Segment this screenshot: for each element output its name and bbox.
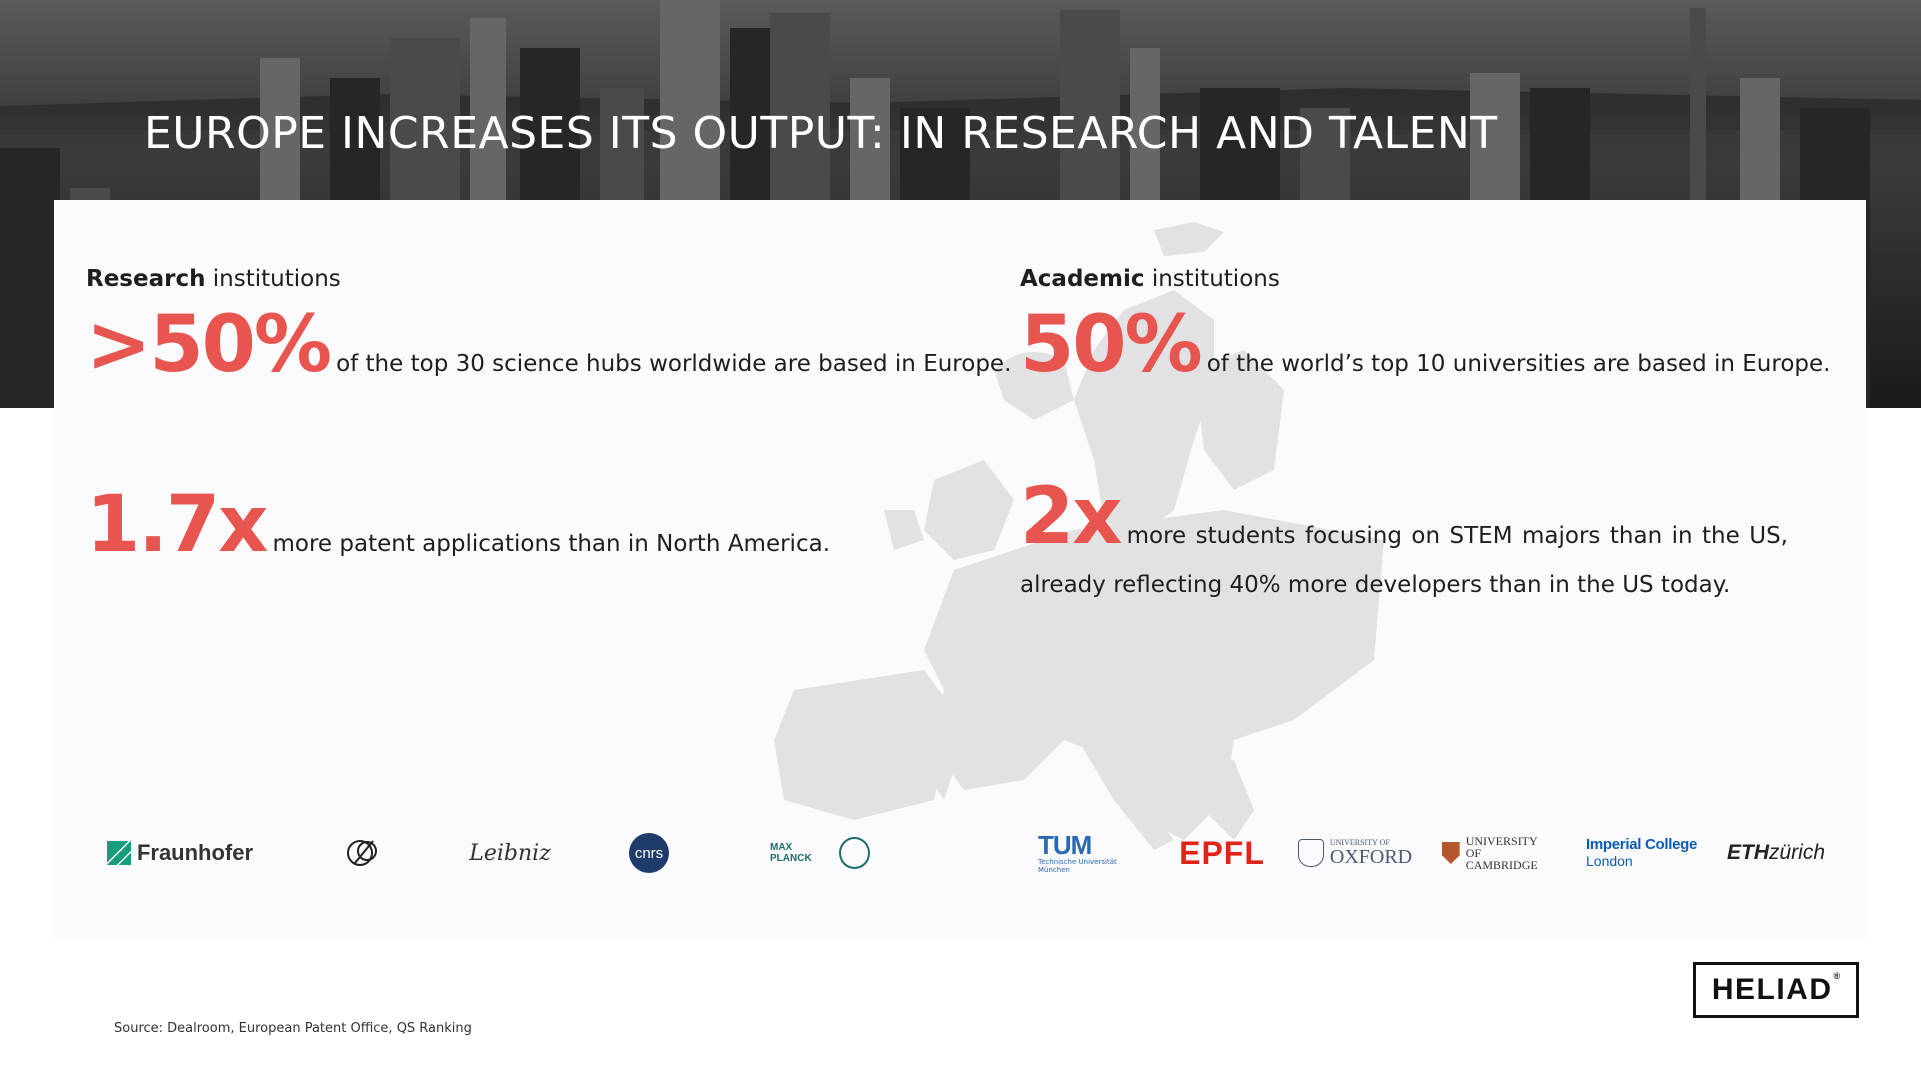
stat-text: more students focusing on STEM majors than in the US, already reflecting 40% more developers than in the US today. bbox=[1020, 523, 1788, 598]
tum-subtitle: Technische Universität München bbox=[1038, 858, 1117, 874]
stat-value: 1.7x bbox=[86, 480, 267, 570]
max-planck-text: MAX PLANCK bbox=[770, 842, 812, 864]
cambridge-top: UNIVERSITY OF bbox=[1465, 834, 1538, 860]
stat-value: 2x bbox=[1020, 472, 1121, 562]
max-planck-logo bbox=[770, 828, 870, 878]
stat-patents bbox=[86, 480, 830, 570]
stat-stem bbox=[1020, 472, 1788, 610]
imperial-name: Imperial College bbox=[1586, 836, 1698, 853]
tum-logo bbox=[1038, 828, 1148, 878]
leibniz-logo bbox=[470, 828, 550, 878]
cern-icon bbox=[343, 833, 383, 873]
oxford-top: UNIVERSITY OF bbox=[1329, 838, 1390, 847]
cambridge-name: CAMBRIDGE bbox=[1465, 858, 1538, 872]
heliad-name: HELIAD bbox=[1711, 973, 1833, 1006]
epfl-logo bbox=[1174, 828, 1270, 878]
cnrs-disc: cnrs bbox=[629, 833, 669, 873]
eth-bold: ETH bbox=[1726, 841, 1769, 864]
stat-science-hubs bbox=[86, 300, 1011, 390]
fraunhofer-text: Fraunhofer bbox=[136, 840, 254, 865]
imperial-city: London bbox=[1586, 853, 1633, 869]
epfl-text: EPFL bbox=[1179, 834, 1265, 871]
research-heading-bold: Research bbox=[86, 266, 206, 292]
oxford-name: OXFORD bbox=[1329, 846, 1413, 868]
max-planck-seal-icon bbox=[839, 837, 870, 869]
registered-mark: ® bbox=[1833, 971, 1841, 981]
oxford-logo bbox=[1296, 828, 1414, 878]
stat-text: of the world’s top 10 universities are based in Europe. bbox=[1206, 351, 1831, 377]
stat-text: more patent applications than in North America. bbox=[272, 531, 831, 557]
academic-heading-bold: Academic bbox=[1020, 266, 1145, 292]
content-card bbox=[54, 200, 1866, 938]
fraunhofer-logo bbox=[100, 828, 260, 878]
academic-heading bbox=[1020, 266, 1280, 292]
oxford-crest-icon bbox=[1298, 839, 1324, 867]
cambridge-shield-icon bbox=[1442, 842, 1460, 864]
source-note: Source: Dealroom, European Patent Office, QS Ranking bbox=[114, 1021, 472, 1036]
stat-text: of the top 30 science hubs worldwide are based in Europe. bbox=[336, 351, 1012, 377]
fraunhofer-mark-icon bbox=[107, 841, 131, 865]
tum-mark: TUM bbox=[1038, 830, 1092, 860]
slide-title: EUROPE INCREASES ITS OUTPUT: IN RESEARCH AND TALENT bbox=[144, 108, 1498, 159]
stat-universities bbox=[1020, 300, 1830, 390]
cnrs-logo bbox=[626, 828, 672, 878]
research-heading-rest: institutions bbox=[212, 266, 341, 292]
cern-logo bbox=[338, 828, 388, 878]
leibniz-signature: Leibniz bbox=[469, 840, 551, 866]
academic-heading-rest: institutions bbox=[1151, 266, 1280, 292]
stat-value: 50% bbox=[1020, 300, 1201, 390]
eth-rest: zürich bbox=[1768, 841, 1826, 864]
imperial-logo bbox=[1586, 828, 1698, 878]
research-heading bbox=[86, 266, 341, 292]
cambridge-logo bbox=[1442, 828, 1554, 878]
eth-logo bbox=[1720, 828, 1832, 878]
heliad-logo bbox=[1693, 962, 1859, 1018]
stat-value: >50% bbox=[86, 300, 331, 390]
